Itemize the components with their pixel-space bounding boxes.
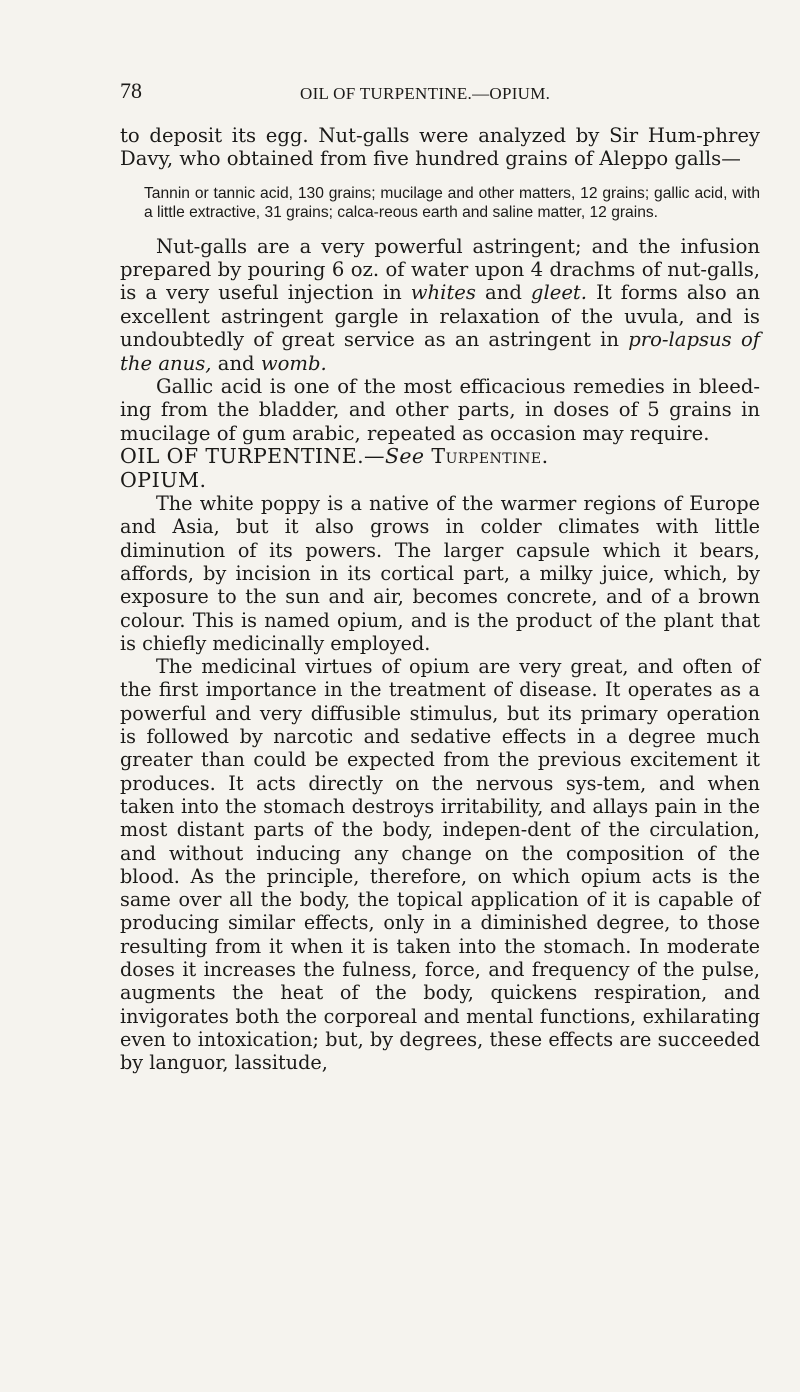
nutgalls-astringent-paragraph: Nut-galls are a very powerful astringent; and the infusion prepared by pouring 6 oz. of water upon 4 drachms of nut-galls, is a very useful injection in whites and gleet. It forms also an excellent astringent gargle in relaxation of the uvula, and is undoubtedly of great service as an astringent in pro-lapsus of the anus, and womb.	[120, 234, 760, 375]
page-body	[120, 124, 760, 1075]
opium-paragraph-1: The white poppy is a native of the warmer regions of Europe and Asia, but it also grows in colder climates with little diminution of its powers. The larger capsule which it bears, affords, by incision in its cortical part, a milky juice, which, by exposure to the sun and air, becomes concrete, and of a brown colour. This is named opium, and is the product of the plant that is chiefly medicinally employed.	[120, 492, 760, 655]
gallic-acid-paragraph: Gallic acid is one of the most efficacious remedies in bleed-ing from the bladder, and other parts, in doses of 5 grains in mucilage of gum arabic, repeated as occasion may require.	[120, 375, 760, 445]
nutgalls-analysis-note: Tannin or tannic acid, 130 grains; mucilage and other matters, 12 grains; gallic acid, with a little extractive, 31 grains; calca-reous earth and saline matter, 12 grains.	[144, 184, 760, 222]
opium-paragraph-2: The medicinal virtues of opium are very great, and often of the first importance in the treatment of disease. It operates as a powerful and very diffusible stimulus, but its primary operation is followed by narcotic and sedative effects in a degree much greater than could be expected from the previous excitement it produces. It acts directly on the nervous sys-tem, and when taken into the stomach destroys irritability, and allays pain in the most distant parts of the body, indepen-dent of the circulation, and without inducing any change on the composition of the blood. As the principle, therefore, on which opium acts is the same over all the body, the topical application of it is capable of producing similar effects, only in a diminished degree, to those resulting from it when it is taken into the stomach. In moderate doses it increases the fulness, force, and frequency of the pulse, augments the heat of the body, quickens respiration, and invigorates both the corporeal and mental functions, exhilarating even to intoxication; but, by degrees, these effects are succeeded by languor, lassitude,	[120, 655, 760, 1075]
oil-of-turpentine-heading: OIL OF TURPENTINE.—See Turpentine.	[120, 444, 549, 469]
opium-heading: OPIUM.	[120, 467, 207, 492]
cross-reference-target: Turpentine.	[431, 444, 549, 469]
page-number: 78	[120, 78, 142, 103]
opium-section	[120, 492, 760, 1074]
nutgalls-paragraph-continued: to deposit its egg. Nut-galls were analyzed by Sir Hum-phrey Davy, who obtained from five hundred grains of Aleppo galls—	[120, 124, 760, 171]
page-header	[120, 78, 760, 112]
see-reference: See	[384, 444, 425, 469]
running-title: OIL OF TURPENTINE.—OPIUM.	[300, 84, 551, 103]
